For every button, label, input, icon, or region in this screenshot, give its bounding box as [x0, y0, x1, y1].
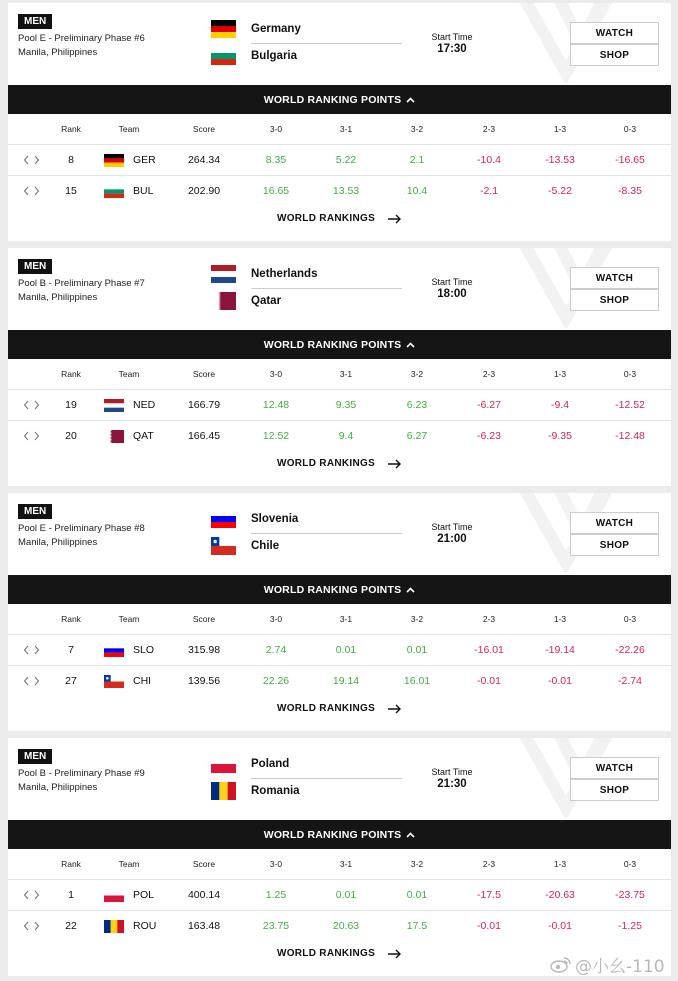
points-value: 17.5 — [406, 920, 428, 932]
team-code: NED — [133, 399, 156, 411]
team-score: 202.90 — [187, 185, 221, 197]
col-outcome-header: 3-2 — [410, 614, 424, 624]
col-outcome-header: 2-3 — [482, 369, 496, 379]
team-ranking-row — [8, 144, 671, 175]
flag-chile-graphic — [104, 675, 124, 688]
team-home — [211, 508, 298, 530]
watermark-text: @小幺-110 — [575, 957, 665, 977]
points-value: -22.26 — [615, 644, 645, 656]
points-value: 9.35 — [335, 399, 357, 411]
flag-romania-icon — [211, 782, 236, 800]
shop-button[interactable]: SHOP — [570, 289, 659, 311]
weibo-icon — [550, 956, 572, 973]
col-outcome-header: 3-0 — [269, 124, 283, 134]
team-divider — [251, 533, 402, 534]
points-value: -9.35 — [548, 430, 572, 442]
start-time-label: Start Time — [431, 32, 473, 42]
ranking-table-header — [8, 849, 671, 879]
world-ranking-points-label: WORLD RANKING POINTS — [263, 828, 402, 841]
watch-button[interactable]: WATCH — [570, 22, 659, 44]
start-time-label: Start Time — [431, 277, 473, 287]
world-rankings-label: WORLD RANKINGS — [276, 213, 376, 224]
world-ranking-points-toggle[interactable] — [8, 820, 671, 849]
compare-arrows-icon[interactable] — [23, 889, 41, 901]
col-outcome-header: 2-3 — [482, 124, 496, 134]
team-name: Slovenia — [251, 513, 299, 525]
team-code: CHI — [133, 675, 152, 687]
arrow-right-icon — [387, 459, 402, 469]
team-ranking-row — [8, 420, 671, 451]
world-ranking-points-label: WORLD RANKING POINTS — [263, 93, 402, 106]
world-rankings-label: WORLD RANKINGS — [276, 703, 376, 714]
gender-badge: MEN — [18, 749, 52, 764]
col-team-header: Team — [118, 369, 140, 379]
points-value: -16.65 — [615, 154, 645, 166]
compare-arrows-icon[interactable] — [23, 644, 41, 656]
col-outcome-header: 0-3 — [623, 859, 637, 869]
col-outcome-header: 3-2 — [410, 369, 424, 379]
flag-germany-graphic — [211, 20, 236, 38]
col-score-header: Score — [192, 369, 216, 379]
points-value: 23.75 — [262, 920, 290, 932]
col-outcome-header: 2-3 — [482, 859, 496, 869]
start-time: 18:00 — [437, 288, 467, 300]
arrow-right-icon — [387, 704, 402, 714]
points-value: -6.23 — [477, 430, 501, 442]
start-time: 21:30 — [437, 778, 467, 790]
points-value: 5.22 — [335, 154, 357, 166]
points-value: -19.14 — [545, 644, 575, 656]
start-time-label: Start Time — [431, 767, 473, 777]
team-cell — [104, 911, 164, 941]
points-value: 6.23 — [406, 399, 428, 411]
match-card — [8, 3, 671, 241]
watermark — [550, 952, 665, 977]
team-away — [211, 780, 300, 802]
points-value: -16.01 — [474, 644, 504, 656]
start-time: 17:30 — [437, 43, 467, 55]
col-outcome-header: 3-2 — [410, 124, 424, 134]
team-rank: 27 — [65, 675, 77, 687]
points-value: 20.63 — [332, 920, 360, 932]
compare-arrows-icon[interactable] — [23, 399, 41, 411]
team-ranking-row — [8, 175, 671, 206]
flag-germany-icon — [211, 20, 236, 38]
points-value: 0.01 — [335, 644, 357, 656]
team-code: BUL — [133, 185, 154, 197]
team-rank: 7 — [68, 644, 74, 656]
flag-slovenia-graphic — [211, 510, 236, 528]
points-value: -8.35 — [618, 185, 642, 197]
flag-poland-icon — [211, 755, 236, 773]
points-value: 10.4 — [406, 185, 428, 197]
team-code: POL — [133, 889, 155, 901]
points-value: 16.01 — [403, 675, 431, 687]
col-outcome-header: 2-3 — [482, 614, 496, 624]
col-outcome-header: 3-1 — [339, 859, 353, 869]
team-score: 139.56 — [187, 675, 221, 687]
team-ranking-row — [8, 879, 671, 910]
team-rank: 20 — [65, 430, 77, 442]
team-rank: 15 — [65, 185, 77, 197]
col-outcome-header: 3-0 — [269, 614, 283, 624]
col-outcome-header: 0-3 — [623, 124, 637, 134]
match-location: Manila, Philippines — [18, 537, 98, 548]
points-value: -9.4 — [550, 399, 570, 411]
flag-qatar-graphic — [211, 292, 236, 310]
col-outcome-header: 0-3 — [623, 614, 637, 624]
points-value: 2.74 — [265, 644, 287, 656]
ranking-table-header — [8, 114, 671, 144]
start-time-label: Start Time — [431, 522, 473, 532]
points-value: 12.48 — [262, 399, 290, 411]
match-location: Manila, Philippines — [18, 782, 98, 793]
points-value: -0.01 — [477, 675, 501, 687]
flag-netherlands-icon — [104, 399, 124, 412]
points-value: -12.52 — [615, 399, 645, 411]
points-value: 22.26 — [262, 675, 290, 687]
gender-badge: MEN — [18, 14, 52, 29]
points-value: -0.01 — [477, 920, 501, 932]
points-value: -13.53 — [545, 154, 575, 166]
team-code: GER — [133, 154, 156, 166]
team-rank: 1 — [68, 889, 74, 901]
pool-phase: Pool B - Preliminary Phase #9 — [18, 768, 145, 779]
flag-netherlands-graphic — [104, 399, 124, 412]
gender-badge: MEN — [18, 504, 52, 519]
points-value: -1.25 — [618, 920, 642, 932]
gender-badge: MEN — [18, 259, 52, 274]
flag-bulgaria-graphic — [211, 47, 236, 65]
team-code: ROU — [133, 920, 157, 932]
team-cell — [104, 635, 164, 665]
match-location: Manila, Philippines — [18, 292, 98, 303]
flag-qatar-icon — [211, 292, 236, 310]
world-ranking-points-label: WORLD RANKING POINTS — [263, 583, 402, 596]
col-rank-header: Rank — [61, 124, 81, 134]
points-value: 16.65 — [262, 185, 290, 197]
flag-slovenia-icon — [211, 510, 236, 528]
team-name: Netherlands — [251, 268, 318, 280]
shop-button[interactable]: SHOP — [570, 779, 659, 801]
pool-phase: Pool E - Preliminary Phase #8 — [18, 523, 145, 534]
col-outcome-header: 1-3 — [553, 614, 567, 624]
col-outcome-header: 3-2 — [410, 859, 424, 869]
watch-button[interactable]: WATCH — [570, 512, 659, 534]
points-value: 1.25 — [265, 889, 287, 901]
world-ranking-points-toggle[interactable] — [8, 575, 671, 604]
ranking-table-header — [8, 359, 671, 389]
match-header — [8, 3, 671, 85]
points-value: -12.48 — [615, 430, 645, 442]
points-value: 19.14 — [332, 675, 360, 687]
col-outcome-header: 3-1 — [339, 369, 353, 379]
compare-arrows-icon[interactable] — [23, 920, 41, 932]
points-value: 8.35 — [265, 154, 287, 166]
flag-poland-icon — [104, 889, 124, 902]
col-outcome-header: 3-1 — [339, 124, 353, 134]
pool-phase: Pool B - Preliminary Phase #7 — [18, 278, 145, 289]
points-value: -0.01 — [548, 920, 572, 932]
team-score: 166.45 — [187, 430, 221, 442]
col-outcome-header: 3-0 — [269, 859, 283, 869]
points-value: -23.75 — [615, 889, 645, 901]
points-value: 13.53 — [332, 185, 360, 197]
col-outcome-header: 1-3 — [553, 369, 567, 379]
col-team-header: Team — [118, 614, 140, 624]
points-value: -2.1 — [479, 185, 499, 197]
team-score: 163.48 — [187, 920, 221, 932]
team-score: 166.79 — [187, 399, 221, 411]
col-outcome-header: 0-3 — [623, 369, 637, 379]
points-value: 6.27 — [406, 430, 428, 442]
col-outcome-header: 3-0 — [269, 369, 283, 379]
team-divider — [251, 43, 402, 44]
world-rankings-label: WORLD RANKINGS — [276, 458, 376, 469]
world-rankings-link[interactable] — [8, 213, 671, 224]
col-score-header: Score — [192, 614, 216, 624]
points-value: -20.63 — [545, 889, 575, 901]
team-divider — [251, 288, 402, 289]
team-cell — [104, 145, 164, 175]
pool-phase: Pool E - Preliminary Phase #6 — [18, 33, 145, 44]
points-value: 2.1 — [409, 154, 425, 166]
match-card — [8, 248, 671, 486]
col-outcome-header: 3-1 — [339, 614, 353, 624]
team-name: Romania — [251, 785, 300, 797]
flag-germany-graphic — [104, 154, 124, 167]
team-score: 264.34 — [187, 154, 221, 166]
flag-slovenia-icon — [104, 644, 124, 657]
team-cell — [104, 176, 164, 206]
chevron-up-icon — [406, 97, 415, 103]
team-ranking-row — [8, 389, 671, 420]
flag-romania-icon — [104, 920, 124, 933]
team-rank: 8 — [68, 154, 74, 166]
col-outcome-header: 1-3 — [553, 124, 567, 134]
match-card — [8, 493, 671, 731]
flag-netherlands-icon — [211, 265, 236, 283]
col-team-header: Team — [118, 124, 140, 134]
team-ranking-row — [8, 634, 671, 665]
flag-poland-graphic — [104, 889, 124, 902]
team-code: QAT — [133, 430, 154, 442]
flag-bulgaria-icon — [211, 47, 236, 65]
match-header — [8, 738, 671, 820]
chevron-up-icon — [406, 832, 415, 838]
match-header — [8, 493, 671, 575]
team-home — [211, 263, 317, 285]
flag-poland-graphic — [211, 755, 236, 773]
world-ranking-points-toggle[interactable] — [8, 85, 671, 114]
flag-netherlands-graphic — [211, 265, 236, 283]
team-away — [211, 290, 281, 312]
team-name: Bulgaria — [251, 50, 298, 62]
team-ranking-row — [8, 910, 671, 941]
flag-chile-icon — [211, 537, 236, 555]
shop-button[interactable]: SHOP — [570, 44, 659, 66]
team-cell — [104, 666, 164, 696]
world-ranking-points-toggle[interactable] — [8, 330, 671, 359]
col-team-header: Team — [118, 859, 140, 869]
compare-arrows-icon[interactable] — [23, 185, 41, 197]
points-value: -2.74 — [618, 675, 642, 687]
team-name: Qatar — [251, 295, 282, 307]
world-rankings-label: WORLD RANKINGS — [276, 948, 376, 959]
points-value: -10.4 — [477, 154, 501, 166]
col-outcome-header: 1-3 — [553, 859, 567, 869]
points-value: 0.01 — [406, 889, 428, 901]
col-rank-header: Rank — [61, 859, 81, 869]
points-value: -0.01 — [548, 675, 572, 687]
team-code: SLO — [133, 644, 155, 656]
flag-slovenia-graphic — [104, 644, 124, 657]
team-away — [211, 45, 297, 67]
shop-button[interactable]: SHOP — [570, 534, 659, 556]
team-rank: 22 — [65, 920, 77, 932]
col-score-header: Score — [192, 859, 216, 869]
points-value: -5.22 — [548, 185, 572, 197]
team-cell — [104, 421, 164, 451]
world-rankings-link[interactable] — [8, 458, 671, 469]
flag-romania-graphic — [211, 782, 236, 800]
team-away — [211, 535, 279, 557]
watch-button[interactable]: WATCH — [570, 267, 659, 289]
compare-arrows-icon[interactable] — [23, 675, 41, 687]
team-score: 400.14 — [187, 889, 221, 901]
team-name: Germany — [251, 23, 301, 35]
team-home — [211, 753, 289, 775]
flag-qatar-graphic — [104, 430, 124, 443]
points-value: 12.52 — [262, 430, 290, 442]
team-home — [211, 18, 301, 40]
chevron-up-icon — [406, 587, 415, 593]
team-score: 315.98 — [187, 644, 221, 656]
compare-arrows-icon[interactable] — [23, 154, 41, 166]
match-location: Manila, Philippines — [18, 47, 98, 58]
flag-bulgaria-graphic — [104, 185, 124, 198]
flag-bulgaria-icon — [104, 185, 124, 198]
world-rankings-link[interactable] — [8, 703, 671, 714]
team-divider — [251, 778, 402, 779]
chevron-up-icon — [406, 342, 415, 348]
ranking-table-header — [8, 604, 671, 634]
points-value: 9.4 — [338, 430, 354, 442]
flag-chile-graphic — [211, 537, 236, 555]
team-name: Poland — [251, 758, 290, 770]
arrow-right-icon — [387, 949, 402, 959]
flag-germany-icon — [104, 154, 124, 167]
points-value: 0.01 — [406, 644, 428, 656]
points-value: 0.01 — [335, 889, 357, 901]
team-rank: 19 — [65, 399, 77, 411]
arrow-right-icon — [387, 214, 402, 224]
world-ranking-points-label: WORLD RANKING POINTS — [263, 338, 402, 351]
col-rank-header: Rank — [61, 369, 81, 379]
points-value: -6.27 — [477, 399, 501, 411]
col-rank-header: Rank — [61, 614, 81, 624]
watch-button[interactable]: WATCH — [570, 757, 659, 779]
points-value: -17.5 — [477, 889, 501, 901]
match-card — [8, 738, 671, 976]
match-header — [8, 248, 671, 330]
start-time: 21:00 — [437, 533, 467, 545]
team-cell — [104, 880, 164, 910]
team-ranking-row — [8, 665, 671, 696]
flag-chile-icon — [104, 675, 124, 688]
team-name: Chile — [251, 540, 280, 552]
team-cell — [104, 390, 164, 420]
col-score-header: Score — [192, 124, 216, 134]
flag-qatar-icon — [104, 430, 124, 443]
flag-romania-graphic — [104, 920, 124, 933]
compare-arrows-icon[interactable] — [23, 430, 41, 442]
